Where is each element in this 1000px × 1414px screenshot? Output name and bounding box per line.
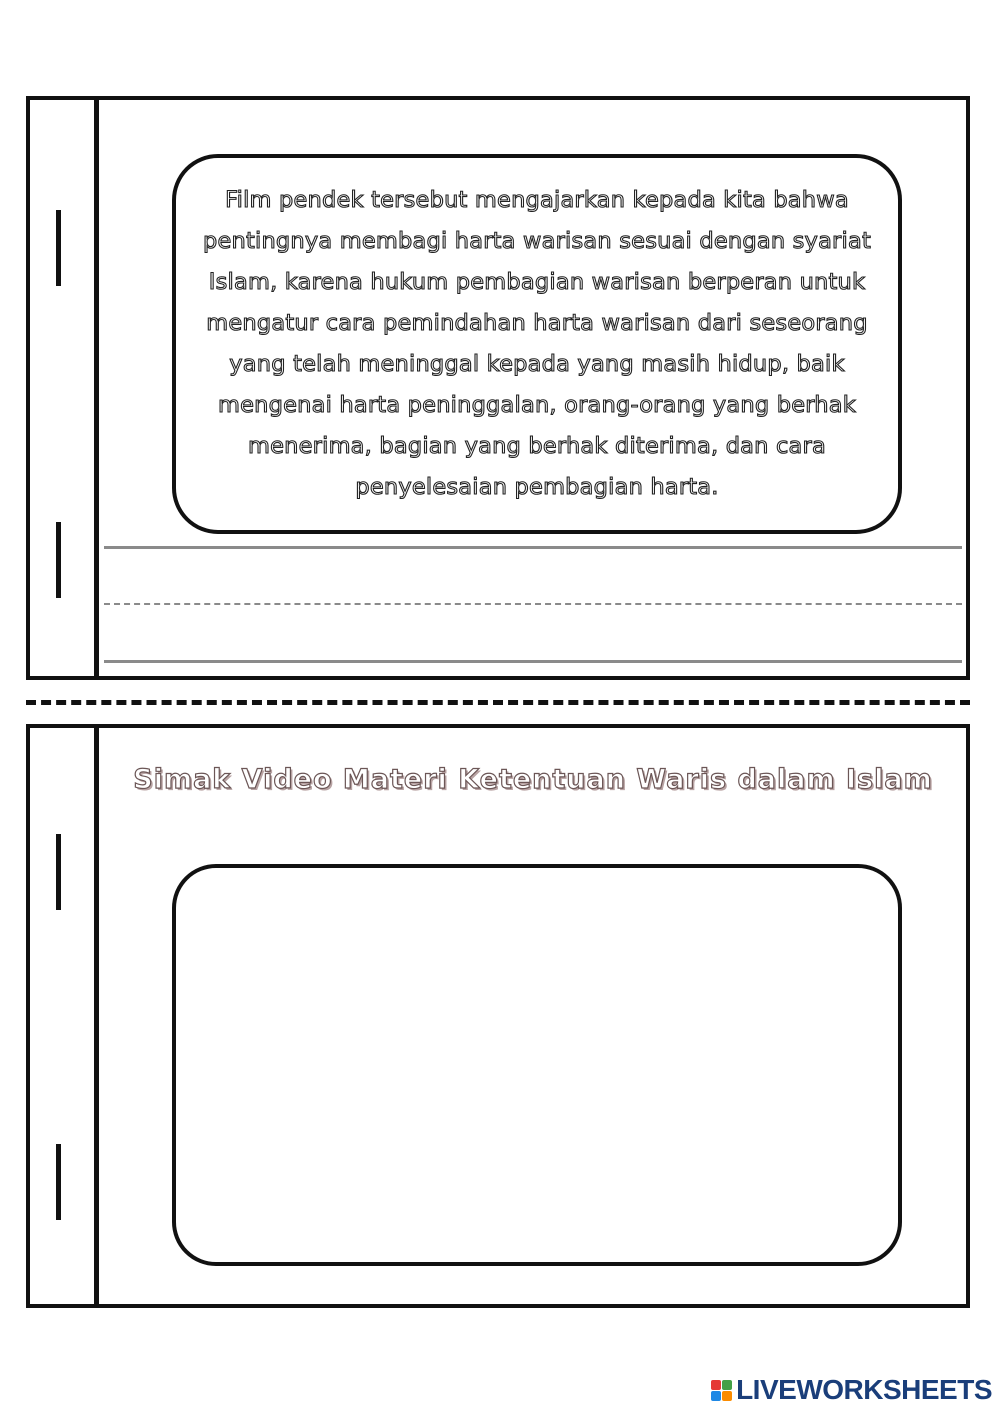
binding-mark xyxy=(56,834,61,910)
cut-line xyxy=(26,700,970,705)
video-placeholder[interactable] xyxy=(172,864,902,1266)
card-spine xyxy=(94,100,99,676)
liveworksheets-logo-icon xyxy=(711,1380,732,1401)
brand-name: LIVEWORKSHEETS xyxy=(736,1374,992,1405)
writing-line-top xyxy=(104,546,962,549)
writing-line-middle xyxy=(104,603,962,605)
reflection-text-box xyxy=(172,154,902,534)
section-title: Simak Video Materi Ketentuan Waris dalam Islam xyxy=(133,764,933,795)
footer-brand xyxy=(711,1376,992,1404)
writing-line-bottom xyxy=(104,660,962,663)
card-spine xyxy=(94,728,99,1304)
reflection-paragraph: Film pendek tersebut mengajarkan kepada kita bahwa pentingnya membagi harta warisan sesuai dengan syariat Islam, karena hukum pembagian warisan berperan untuk mengatur cara pemindahan harta warisan dari seseorang yang telah meninggal kepada yang masih hidup, baik mengenai harta peninggalan, orang-orang yang berhak menerima, bagian yang berhak diterima, dan cara penyelesaian pembagian harta. xyxy=(203,187,871,500)
bottom-card xyxy=(26,724,970,1308)
binding-mark xyxy=(56,522,61,598)
binding-mark xyxy=(56,210,61,286)
top-card xyxy=(26,96,970,680)
binding-mark xyxy=(56,1144,61,1220)
